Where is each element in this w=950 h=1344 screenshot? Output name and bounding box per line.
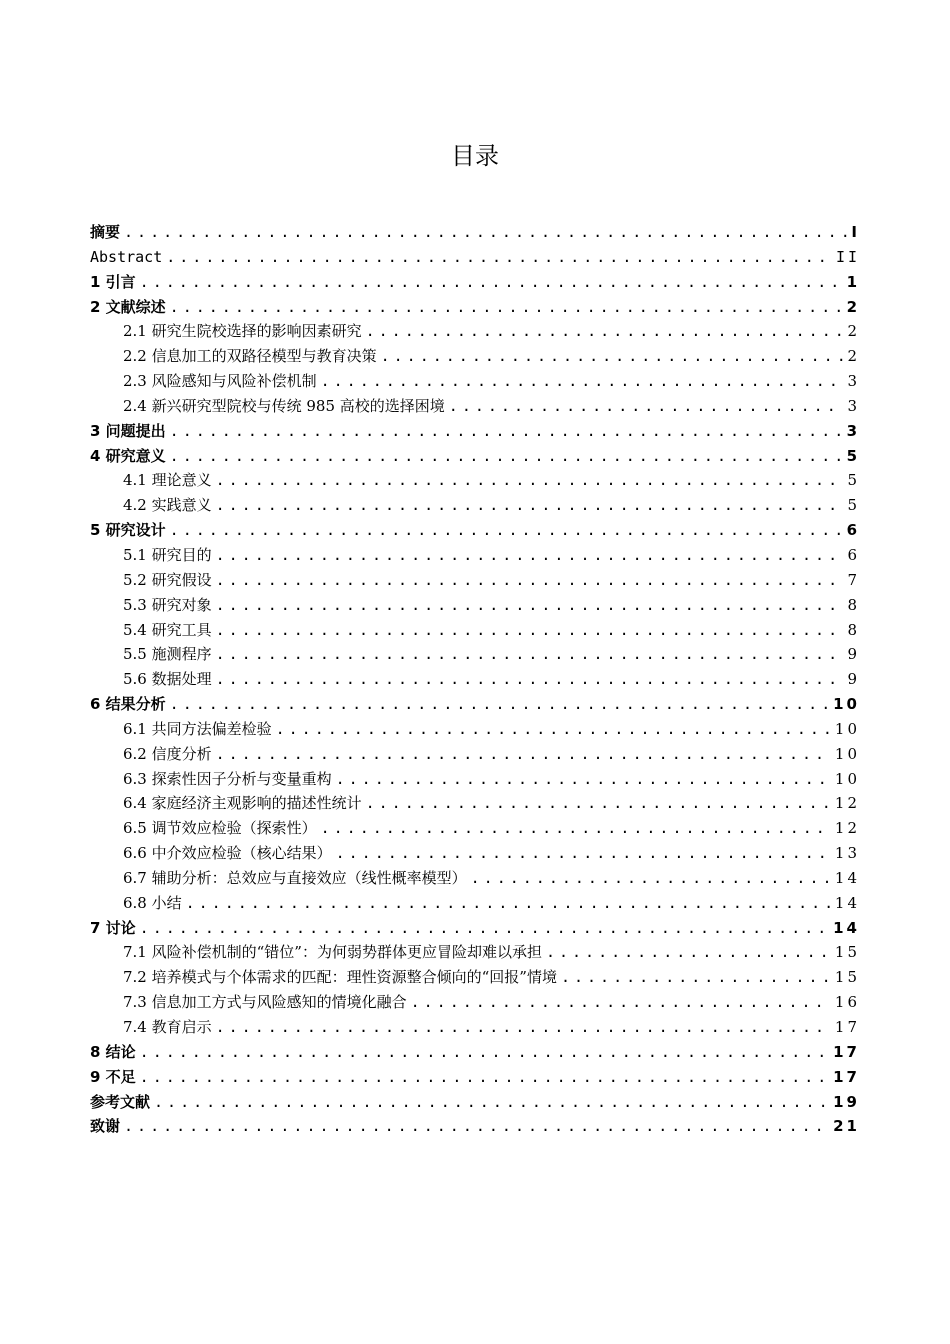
toc-entry[interactable] [90, 667, 860, 692]
toc-page-number: 14 [833, 918, 860, 937]
toc-page-number: 21 [833, 1117, 860, 1136]
toc-page-number: 19 [833, 1092, 860, 1111]
toc-page-number: 2 [847, 322, 860, 341]
toc-dot-leader [216, 493, 844, 518]
toc-entry[interactable] [90, 965, 860, 990]
toc-entry-title: 6.5 调节效应检验（探索性） [123, 819, 317, 838]
toc-entry[interactable] [90, 717, 860, 742]
toc-dot-leader [216, 667, 844, 692]
toc-entry-title: 6.2 信度分析 [123, 744, 212, 763]
toc-entry-title: 7 讨论 [90, 918, 136, 937]
toc-entry[interactable] [90, 767, 860, 792]
toc-dot-leader [276, 717, 831, 742]
toc-dot-leader [140, 270, 843, 295]
toc-entry[interactable] [90, 1065, 860, 1090]
toc-dot-leader [170, 444, 843, 469]
toc-page-number: 12 [834, 794, 860, 813]
toc-page-number: 17 [833, 1042, 860, 1061]
toc-entry[interactable] [90, 816, 860, 841]
toc-page-number: 16 [834, 993, 860, 1012]
toc-entry[interactable] [90, 990, 860, 1015]
toc-entry[interactable] [90, 319, 860, 344]
toc-entry[interactable] [90, 493, 860, 518]
toc-dot-leader [216, 568, 844, 593]
toc-dot-leader [216, 618, 844, 643]
toc-dot-leader [140, 1040, 829, 1065]
toc-entry-title: 5.4 研究工具 [123, 620, 212, 639]
toc-dot-leader [170, 295, 843, 320]
toc-dot-leader [411, 990, 831, 1015]
toc-page-number: 7 [847, 570, 860, 589]
toc-page-number: 10 [834, 769, 860, 788]
toc-dot-leader [154, 1090, 829, 1115]
toc-dot-leader [170, 419, 843, 444]
toc-entry-title: 4 研究意义 [90, 446, 166, 465]
toc-dot-leader [336, 841, 831, 866]
toc-entry-title: 8 结论 [90, 1042, 136, 1061]
toc-entry[interactable] [90, 419, 860, 444]
toc-page-number: 10 [834, 719, 860, 738]
toc-page-number: 10 [834, 744, 860, 763]
toc-dot-leader [170, 518, 843, 543]
toc-entry[interactable] [90, 841, 860, 866]
toc-entry[interactable] [90, 791, 860, 816]
toc-entry[interactable] [90, 1015, 860, 1040]
toc-page-number: 13 [834, 844, 860, 863]
toc-entry-title: 2 文献综述 [90, 297, 166, 316]
toc-page-number: 8 [847, 620, 860, 639]
toc-entry-title: 2.1 研究生院校选择的影响因素研究 [123, 322, 362, 341]
toc-entry-title: 6.3 探索性因子分析与变量重构 [123, 769, 332, 788]
toc-entry-title: 1 引言 [90, 272, 136, 291]
toc-page-number: I [851, 223, 860, 241]
toc-entry-title: 5.2 研究假设 [123, 570, 212, 589]
toc-entry[interactable] [90, 916, 860, 941]
toc-entry-title: 2.3 风险感知与风险补偿机制 [123, 372, 317, 391]
toc-entry[interactable] [90, 593, 860, 618]
toc-page-number: 15 [834, 943, 860, 962]
toc-page-number: 15 [834, 968, 860, 987]
toc-entry-title: 6.4 家庭经济主观影响的描述性统计 [123, 794, 362, 813]
toc-entry[interactable] [90, 692, 860, 717]
toc-dot-leader [366, 791, 831, 816]
toc-page-number: 5 [847, 496, 860, 515]
toc-entry-title: 6.8 小结 [123, 893, 182, 912]
toc-dot-leader [321, 816, 831, 841]
toc-entry-title: 7.4 教育启示 [123, 1018, 212, 1036]
toc-entry[interactable] [90, 568, 860, 593]
toc-dot-leader [124, 1114, 829, 1139]
toc-dot-leader [216, 543, 844, 568]
toc-dot-leader [381, 344, 844, 369]
toc-entry-title: 9 不足 [90, 1067, 136, 1086]
toc-entry-title: 参考文献 [90, 1092, 151, 1111]
toc-entry-title: 4.1 理论意义 [123, 471, 212, 490]
toc-dot-leader [471, 866, 831, 891]
toc-page-number: 8 [847, 595, 860, 614]
toc-entry[interactable] [90, 344, 860, 369]
toc-entry-title: 2.4 新兴研究型院校与传统 985 高校的选择困境 [123, 396, 445, 415]
toc-entry[interactable] [90, 444, 860, 469]
toc-entry[interactable] [90, 543, 860, 568]
toc-entry[interactable] [90, 1090, 860, 1115]
toc-page-number: 2 [846, 297, 860, 316]
toc-entry-title: 7.2 培养模式与个体需求的匹配：理性资源整合倾向的“回报”情境 [123, 968, 557, 987]
toc-dot-leader [216, 593, 844, 618]
toc-page-number: 14 [834, 893, 860, 912]
toc-dot-leader [216, 742, 831, 767]
toc-entry[interactable] [90, 940, 860, 965]
toc-entry[interactable] [90, 468, 860, 493]
toc-page-number: 17 [833, 1067, 860, 1086]
toc-entry[interactable] [90, 270, 860, 295]
toc-entry[interactable] [90, 1040, 860, 1065]
toc-dot-leader [336, 767, 831, 792]
toc-entry-title: 6.6 中介效应检验（核心结果） [123, 844, 332, 863]
toc-page-number: 1 [846, 272, 860, 291]
toc-page-number: 9 [847, 670, 860, 689]
toc-entry[interactable] [90, 891, 860, 916]
toc-entry-title: 5.5 施测程序 [123, 645, 212, 664]
table-of-contents [90, 220, 860, 1139]
toc-page-number: 12 [834, 819, 860, 838]
toc-entry[interactable] [90, 295, 860, 320]
toc-page-number: 2 [847, 347, 860, 366]
toc-entry-title: 5.6 数据处理 [123, 670, 212, 689]
toc-page-number: 9 [847, 645, 860, 664]
toc-entry-title: 3 问题提出 [90, 421, 166, 440]
toc-page-number: 14 [834, 868, 860, 887]
toc-dot-leader [140, 1065, 829, 1090]
toc-entry-title: 7.3 信息加工方式与风险感知的情境化融合 [123, 993, 407, 1012]
toc-page-number: 10 [833, 695, 860, 714]
toc-dot-leader [216, 642, 844, 667]
toc-entry[interactable] [90, 866, 860, 891]
toc-dot-leader [216, 1015, 831, 1040]
toc-dot-leader [561, 965, 831, 990]
page-title: 目录 [451, 142, 499, 170]
toc-page-number: 3 [847, 396, 860, 415]
toc-entry-title: 致谢 [90, 1117, 121, 1136]
toc-entry-title: 6.7 辅助分析：总效应与直接效应（线性概率模型） [123, 868, 467, 887]
toc-dot-leader [124, 220, 847, 245]
toc-entry-title: 6.1 共同方法偏差检验 [123, 719, 272, 738]
toc-entry-title: 6 结果分析 [90, 695, 166, 714]
toc-dot-leader [170, 692, 829, 717]
toc-entry[interactable] [90, 742, 860, 767]
toc-dot-leader [186, 891, 831, 916]
toc-page-number: 5 [846, 446, 860, 465]
toc-page-number: 17 [834, 1018, 860, 1036]
toc-dot-leader [366, 319, 844, 344]
toc-entry-title: 7.1 风险补偿机制的“错位”：为何弱势群体更应冒险却难以承担 [123, 943, 542, 962]
toc-entry[interactable] [90, 220, 860, 245]
toc-page-number: 3 [846, 421, 860, 440]
toc-entry-title: 4.2 实践意义 [123, 496, 212, 515]
toc-entry-title: 2.2 信息加工的双路径模型与教育决策 [123, 347, 377, 366]
toc-page-number: 3 [847, 372, 860, 391]
toc-page-number: II [835, 247, 860, 266]
toc-entry[interactable] [90, 245, 860, 270]
toc-entry-title: 5.3 研究对象 [123, 595, 212, 614]
toc-dot-leader [321, 369, 844, 394]
toc-page-number: 5 [847, 471, 860, 490]
toc-entry-title: 5 研究设计 [90, 521, 166, 540]
toc-entry[interactable] [90, 1114, 860, 1139]
toc-entry[interactable] [90, 518, 860, 543]
toc-dot-leader [216, 468, 844, 493]
toc-entry[interactable] [90, 394, 860, 419]
toc-dot-leader [449, 394, 844, 419]
toc-dot-leader [166, 245, 832, 270]
toc-dot-leader [140, 916, 829, 941]
toc-page-number: 6 [847, 545, 860, 564]
toc-entry-title: 5.1 研究目的 [123, 545, 212, 564]
toc-entry[interactable] [90, 369, 860, 394]
toc-page-number: 6 [846, 521, 860, 540]
toc-entry[interactable] [90, 642, 860, 667]
toc-entry-title: Abstract [90, 247, 163, 266]
toc-entry-title: 摘要 [90, 223, 121, 241]
toc-dot-leader [546, 940, 831, 965]
toc-entry[interactable] [90, 618, 860, 643]
